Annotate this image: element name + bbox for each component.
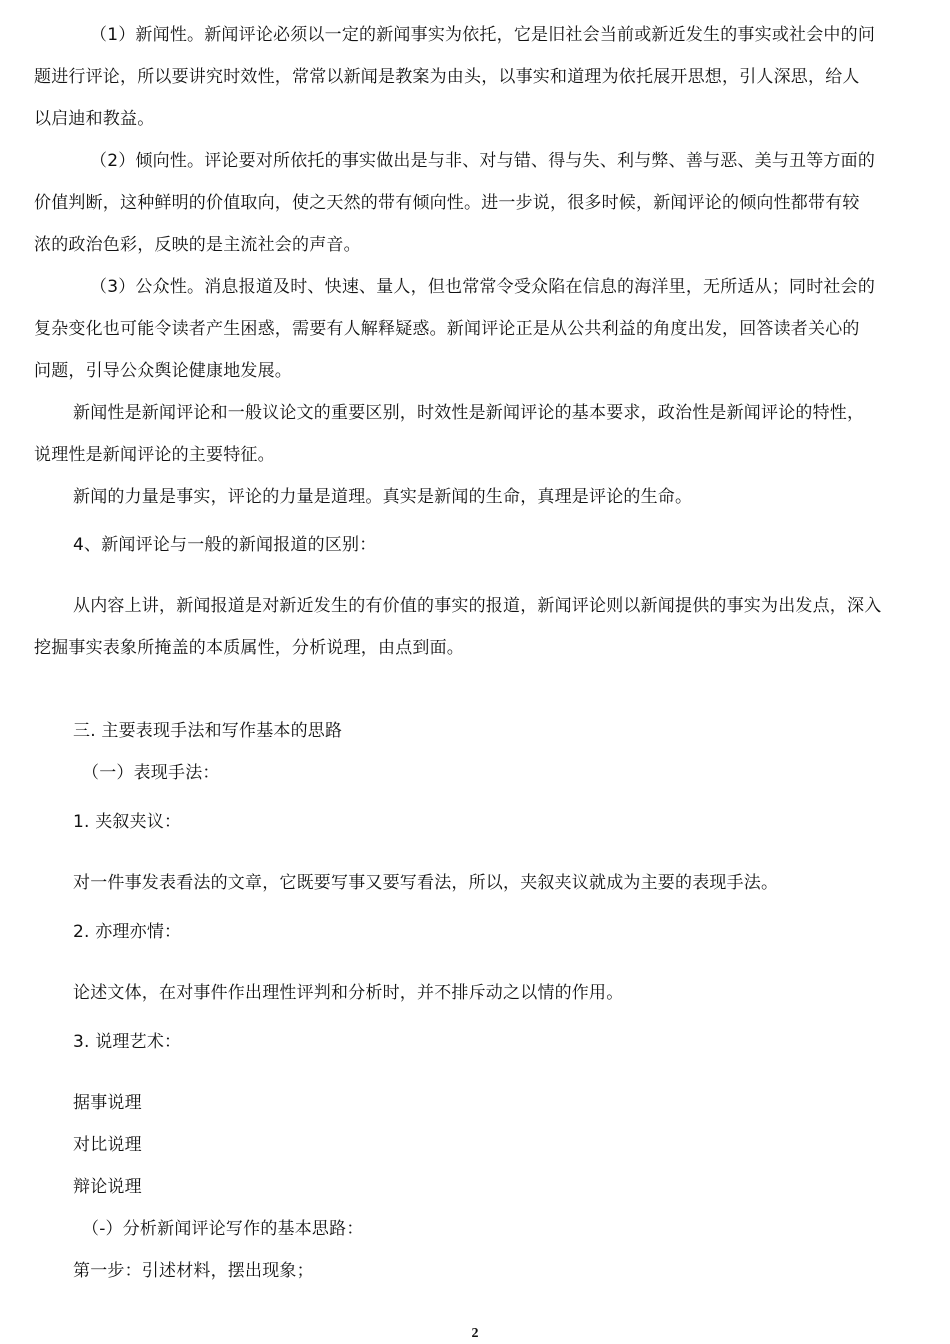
paragraph-line: 新闻性是新闻评论和一般议论文的重要区别，时效性是新闻评论的基本要求，政治性是新闻评论的特性， [73,403,865,423]
section-heading: 三. 主要表现手法和写作基本的思路 [73,721,343,741]
section-heading: 4、新闻评论与一般的新闻报道的区别： [73,535,377,555]
paragraph-line: 以启迪和教益。 [34,109,155,129]
paragraph-line: 问题，引导公众舆论健康地发展。 [34,361,292,381]
list-item: 辩论说理 [73,1177,142,1197]
paragraph-line: 价值判断，这种鲜明的价值取向，使之天然的带有倾向性。进一步说，很多时候，新闻评论的倾向性都带有较 [34,193,860,213]
paragraph-line: （1）新闻性。新闻评论必须以一定的新闻事实为依托，它是旧社会当前或新近发生的事实或社会中的问 [90,25,876,45]
subsection-heading: （-）分析新闻评论写作的基本思路： [82,1219,364,1239]
paragraph-line: 说理性是新闻评论的主要特征。 [34,445,275,465]
list-item: 据事说理 [73,1093,142,1113]
paragraph-line: （3）公众性。消息报道及时、快速、量人，但也常常令受众陷在信息的海洋里，无所适从；同时社会的 [90,277,876,297]
paragraph-line: 论述文体，在对事件作出理性评判和分析时，并不排斥动之以情的作用。 [73,983,624,1003]
list-item: 对比说理 [73,1135,142,1155]
paragraph-line: 新闻的力量是事实，评论的力量是道理。真实是新闻的生命，真理是评论的生命。 [73,487,693,507]
paragraph-line: 浓的政治色彩，反映的是主流社会的声音。 [34,235,361,255]
paragraph-line: 第一步：引述材料，摆出现象； [73,1261,314,1281]
subsection-heading: （一）表现手法： [82,763,220,783]
list-item-heading: 1. 夹叙夹议： [73,812,182,832]
paragraph-line: 复杂变化也可能令读者产生困惑，需要有人解释疑惑。新闻评论正是从公共利益的角度出发，回答读者关心的 [34,319,860,339]
paragraph-line: 挖掘事实表象所掩盖的本质属性，分析说理，由点到面。 [34,638,464,658]
page-number: 2 [471,1326,479,1341]
paragraph-line: 对一件事发表看法的文章，它既要写事又要写看法，所以，夹叙夹议就成为主要的表现手法。 [73,873,779,893]
list-item-heading: 3. 说理艺术： [73,1032,182,1052]
paragraph-line: 从内容上讲，新闻报道是对新近发生的有价值的事实的报道，新闻评论则以新闻提供的事实为出发点，深入 [73,596,882,616]
paragraph-line: 题进行评论，所以要讲究时效性，常常以新闻是教案为由头，以事实和道理为依托展开思想，引人深思，给人 [34,67,860,87]
paragraph-line: （2）倾向性。评论要对所依托的事实做出是与非、对与错、得与失、利与弊、善与恶、美与丑等方面的 [90,151,876,171]
list-item-heading: 2. 亦理亦情： [73,922,182,942]
